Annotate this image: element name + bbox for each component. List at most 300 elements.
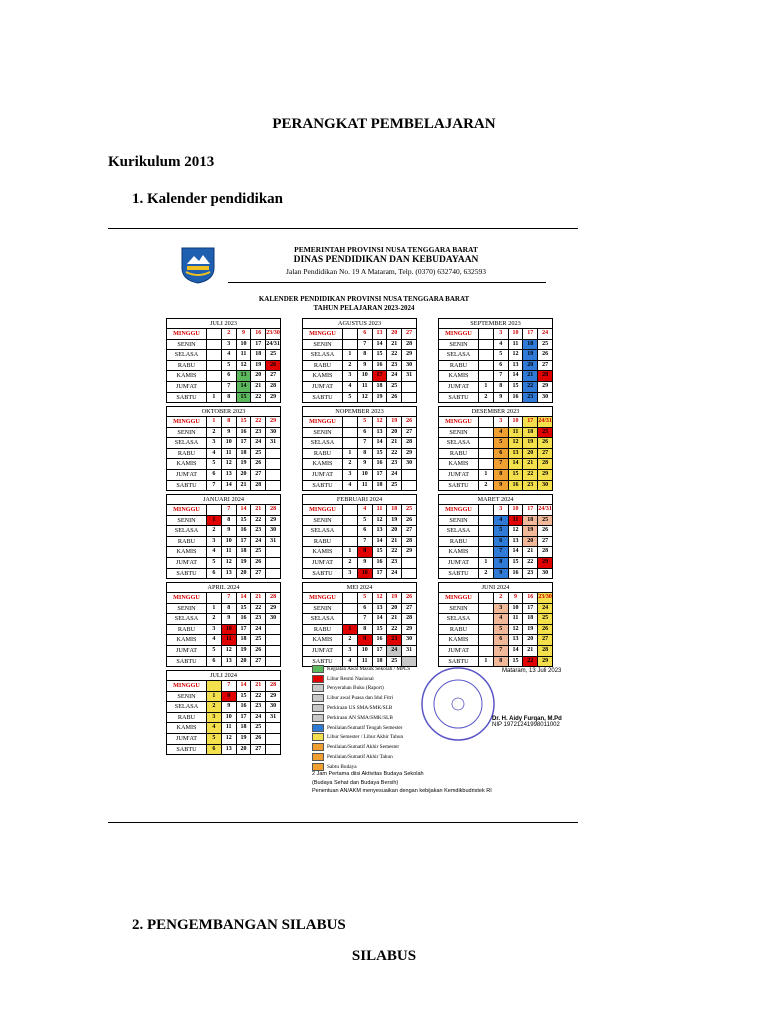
date-cell: 24/31 [266,340,280,347]
calendar-image [166,240,562,812]
date-cell [479,593,494,603]
day-label: SABTU [303,657,343,667]
week-row [439,625,552,636]
week-row [303,537,416,548]
date-cell [479,449,494,459]
day-label: SENIN [439,604,479,614]
date-cell: 13 [373,329,388,339]
week-row [439,481,552,491]
date-cell: 20 [523,635,538,645]
date-cell: 10 [358,371,373,381]
date-cell: 15 [509,382,524,392]
date-cell [479,438,494,448]
date-cell: 19 [387,516,402,526]
legend-label: Kegiatan Awal Masuk Sekolah / MPLS [327,665,411,672]
date-cell [479,428,494,438]
day-label: SELASA [167,526,207,536]
day-label: RABU [439,625,479,635]
week-row [167,329,280,340]
date-cell: 29 [270,516,277,523]
week-row [303,604,416,615]
date-cell: 17 [523,417,538,427]
date-cell: 4 [343,481,358,491]
date-cell: 12 [373,417,388,427]
date-cell: 28 [406,615,413,622]
date-cell [207,361,222,371]
day-label: SENIN [303,516,343,526]
day-label: MINGGU [439,417,479,427]
date-cell: 10 [237,340,252,350]
date-cell: 5 [494,438,509,448]
date-cell: 22 [523,470,538,480]
date-cell: 23 [387,361,402,371]
date-cell: 7 [494,459,509,469]
date-cell: 9 [222,428,237,438]
date-cell [479,614,494,624]
date-cell: 19 [237,459,252,469]
date-cell: 15 [237,604,252,614]
note-3: Penentuan AN/AKM menyesuaikan dengan kebijakan Kemdikbudristek RI [312,788,492,794]
date-cell: 7 [494,371,509,381]
week-row [303,382,416,393]
week-row [167,625,280,636]
date-cell: 28 [542,548,549,555]
day-label: SELASA [303,614,343,624]
date-cell: 24 [387,569,402,579]
week-row [167,526,280,537]
date-cell: 28 [538,459,552,469]
date-cell: 18 [373,657,388,667]
day-label: RABU [167,537,207,547]
date-cell: 3 [207,438,222,448]
date-cell: 9 [494,393,509,403]
date-cell: 15 [373,547,388,557]
date-cell: 28 [538,646,552,656]
date-cell: 14 [509,459,524,469]
day-label: MINGGU [303,417,343,427]
date-cell: 12 [509,350,524,360]
date-cell: 10 [509,505,524,515]
date-cell: 6 [494,537,509,547]
date-cell: 5 [494,625,509,635]
week-row [167,505,280,516]
week-row [167,734,280,745]
date-cell [207,681,222,691]
day-label: JUM'AT [439,558,479,568]
day-label: MINGGU [167,417,207,427]
date-cell [479,329,494,339]
date-cell: 10 [509,604,524,614]
date-cell: 17 [523,329,538,339]
date-cell: 20 [237,657,252,667]
date-cell: 17 [373,470,388,480]
header-rule [228,282,546,283]
date-cell: 1 [207,417,222,427]
month-table [438,582,553,667]
day-label: MINGGU [167,681,207,691]
date-cell: 5 [343,393,358,403]
date-cell: 15 [237,417,252,427]
date-cell: 12 [222,734,237,744]
day-label: JUM'AT [303,558,343,568]
date-cell: 28 [251,481,266,491]
legend-label: Penilaian/Sumatif Akhir Semester [327,744,400,751]
date-cell: 4 [207,449,222,459]
date-cell: 19 [237,734,252,744]
date-cell: 5 [358,593,373,603]
day-label: KAMIS [167,635,207,645]
date-cell: 20 [251,371,266,381]
day-label: JUM'AT [167,646,207,656]
day-label: SABTU [439,569,479,579]
date-cell: 31 [270,537,277,544]
date-cell: 16 [373,361,388,371]
date-cell: 30 [542,393,549,400]
date-cell: 22 [387,449,402,459]
note-2: (Budaya Sehat dan Budaya Bersih) [312,779,399,786]
week-row [303,393,416,403]
date-cell: 5 [358,516,373,526]
date-cell: 26 [538,625,552,635]
date-cell [402,558,416,568]
date-cell: 22 [251,604,266,614]
date-cell: 18 [373,382,388,392]
date-cell: 21 [251,593,266,603]
week-row [439,449,552,460]
week-row [439,526,552,537]
day-label: SABTU [167,481,207,491]
date-cell: 5 [207,558,222,568]
date-cell: 8 [358,449,373,459]
date-cell: 1 [343,350,358,360]
date-cell: 17 [237,713,252,723]
date-cell: 6 [207,470,222,480]
date-cell: 1 [207,516,222,526]
date-cell: 12 [222,646,237,656]
date-cell: 14 [237,593,252,603]
date-cell: 14 [237,681,252,691]
date-cell: 20 [387,604,402,614]
week-row [303,569,416,579]
date-cell [266,657,280,667]
date-cell [402,393,416,403]
date-cell [479,646,494,656]
date-cell: 27 [251,569,266,579]
date-cell: 13 [222,569,237,579]
week-row [167,713,280,724]
week-row [439,635,552,646]
date-cell: 18 [373,481,388,491]
date-cell: 20 [523,449,538,459]
week-row [303,593,416,604]
month-table [302,494,417,579]
day-label: RABU [167,713,207,723]
week-row [167,692,280,703]
date-cell: 27 [251,470,266,480]
date-cell: 22 [523,382,538,392]
day-label: MINGGU [167,329,207,339]
date-cell: 9 [358,459,373,469]
day-label: SELASA [303,438,343,448]
date-cell: 24 [251,625,266,635]
day-label: JUM'AT [167,382,207,392]
date-cell: 28 [406,439,413,446]
week-row [439,558,552,569]
date-cell: 21 [387,438,402,448]
date-cell: 23 [523,393,538,403]
week-row [167,340,280,351]
date-cell: 18 [523,614,538,624]
week-row [167,481,280,491]
day-label: RABU [167,361,207,371]
week-row [439,350,552,361]
week-row [439,604,552,615]
date-cell: 9 [358,558,373,568]
date-cell: 16 [373,459,388,469]
date-cell [343,614,358,624]
week-row [439,382,552,393]
date-cell: 27 [406,330,413,336]
date-cell: 4 [494,428,509,438]
month-table [166,582,281,667]
date-cell: 26 [542,527,549,534]
date-cell: 3 [207,625,222,635]
date-cell: 31 [406,646,413,653]
date-cell: 29 [542,382,549,389]
day-label: RABU [167,625,207,635]
date-cell: 6 [358,604,373,614]
day-label: KAMIS [303,547,343,557]
date-cell: 27 [406,428,413,435]
legend-swatch [312,684,324,692]
day-label: SABTU [439,481,479,491]
date-cell: 13 [509,361,524,371]
week-row [439,505,552,516]
day-label: SELASA [167,614,207,624]
date-cell: 7 [358,537,373,547]
date-cell: 26 [542,351,549,358]
divider-top [108,228,578,229]
date-cell: 6 [358,329,373,339]
gov-name: PEMERINTAH PROVINSI NUSA TENGGARA BARAT [294,245,478,254]
date-cell: 21 [251,505,266,515]
date-cell [479,635,494,645]
date-cell: 5 [207,459,222,469]
date-cell: 11 [222,723,237,733]
date-cell [207,350,222,360]
date-cell: 24 [251,438,266,448]
date-cell: 22 [523,657,538,667]
week-row [167,449,280,460]
date-cell: 17 [373,646,388,656]
date-cell: 27 [406,527,413,534]
day-label: KAMIS [439,547,479,557]
date-cell [266,646,280,656]
date-cell: 14 [237,505,252,515]
date-cell: 16 [373,635,388,645]
month-name: JUNI 2024 [439,583,552,593]
month-table [166,318,281,403]
date-cell: 12 [509,625,524,635]
date-cell [207,371,222,381]
day-label: RABU [167,449,207,459]
date-cell [207,329,222,339]
week-row [303,350,416,361]
date-cell: 27 [542,361,549,368]
date-cell: 21 [387,340,402,350]
date-cell: 5 [207,646,222,656]
date-cell: 1 [207,692,222,702]
day-label: SENIN [167,692,207,702]
week-row [303,340,416,351]
date-cell: 28 [270,682,277,688]
date-cell: 17 [523,604,538,614]
week-row [303,516,416,527]
legend-swatch [312,675,324,683]
date-cell: 13 [373,526,388,536]
date-cell: 17 [251,340,266,350]
date-cell: 8 [358,547,373,557]
date-cell: 8 [222,692,237,702]
day-label: SELASA [303,350,343,360]
week-row [439,593,552,604]
date-cell: 22 [251,393,266,403]
date-cell: 23 [251,428,266,438]
date-cell: 5 [222,361,237,371]
day-label: KAMIS [303,635,343,645]
week-row [303,470,416,481]
date-cell: 11 [509,340,524,350]
day-label: JUM'AT [439,382,479,392]
legend-label: Sabtu Budaya [327,763,357,770]
date-cell: 7 [222,382,237,392]
date-cell: 10 [358,569,373,579]
date-cell: 1 [343,449,358,459]
date-cell: 24 [251,713,266,723]
date-cell: 10 [222,438,237,448]
date-cell: 14 [222,481,237,491]
day-label: SABTU [167,745,207,755]
date-cell: 21 [387,537,402,547]
date-cell: 2 [343,459,358,469]
date-cell: 28 [406,537,413,544]
date-cell: 6 [358,428,373,438]
date-cell [266,734,280,744]
date-cell: 7 [358,614,373,624]
day-label: KAMIS [439,371,479,381]
date-cell [266,569,280,579]
date-cell: 8 [494,657,509,667]
legend-label: Penilaian/Sumatif Akhir Tahun [327,754,393,761]
date-cell: 21 [523,371,538,381]
date-cell: 10 [509,329,524,339]
date-cell: 27 [538,635,552,645]
date-cell: 30 [542,569,549,576]
day-label: RABU [303,625,343,635]
date-cell: 9 [222,614,237,624]
date-cell: 30 [406,460,413,467]
month-name: JANUARI 2024 [167,495,280,505]
date-cell: 6 [207,657,222,667]
date-cell: 15 [373,625,388,635]
week-row [303,635,416,646]
date-cell: 4 [207,723,222,733]
date-cell: 29 [406,548,413,555]
date-cell: 21 [523,646,538,656]
date-cell: 8 [222,604,237,614]
date-cell: 8 [358,350,373,360]
day-label: SELASA [167,438,207,448]
silabus-title: SILABUS [351,948,417,964]
week-row [167,417,280,428]
date-cell: 26 [387,393,402,403]
date-cell: 2 [479,481,494,491]
date-cell: 16 [237,428,252,438]
date-cell: 15 [509,558,524,568]
week-row [439,438,552,449]
date-cell: 8 [358,625,373,635]
day-label: SABTU [439,393,479,403]
date-cell: 25 [251,635,266,645]
date-cell: 7 [222,681,237,691]
date-cell [207,593,222,603]
month-name: FEBRUARI 2024 [303,495,416,505]
day-label: JUM'AT [167,470,207,480]
date-cell: 31 [270,713,277,720]
legend-label: Penyerahan Buku (Raport) [327,685,384,692]
date-cell: 5 [358,417,373,427]
legend-item [312,752,442,762]
date-cell: 3 [494,604,509,614]
date-cell: 23 [387,459,402,469]
date-cell: 7 [207,481,222,491]
date-cell: 30 [538,481,552,491]
date-cell: 20 [387,526,402,536]
date-cell [266,723,280,733]
calendar-notes [312,770,492,796]
week-row [167,593,280,604]
date-cell: 12 [222,459,237,469]
date-cell: 23 [251,526,266,536]
date-cell: 2 [479,569,494,579]
legend-swatch [312,753,324,761]
day-label: SELASA [167,350,207,360]
date-cell: 15 [373,350,388,360]
date-cell: 8 [222,393,237,403]
date-cell: 9 [222,702,237,712]
legend-swatch [312,733,324,741]
day-label: MINGGU [303,593,343,603]
date-cell: 20 [237,569,252,579]
date-cell: 11 [358,481,373,491]
legend-label: Perkiraan US SMA/SMK/SLB [327,705,393,712]
date-cell: 25 [251,547,266,557]
date-cell [207,340,222,350]
date-cell: 4 [343,657,358,667]
date-cell: 23 [387,635,402,645]
week-row [303,459,416,470]
month-table [302,582,417,667]
date-cell: 28 [538,371,552,381]
day-label: SABTU [167,569,207,579]
date-cell: 19 [523,350,538,360]
week-row [167,569,280,579]
date-cell: 14 [237,382,252,392]
date-cell: 18 [523,340,538,350]
month-name: SEPTEMBER 2023 [439,319,552,329]
date-cell: 7 [494,547,509,557]
date-cell: 2 [479,393,494,403]
